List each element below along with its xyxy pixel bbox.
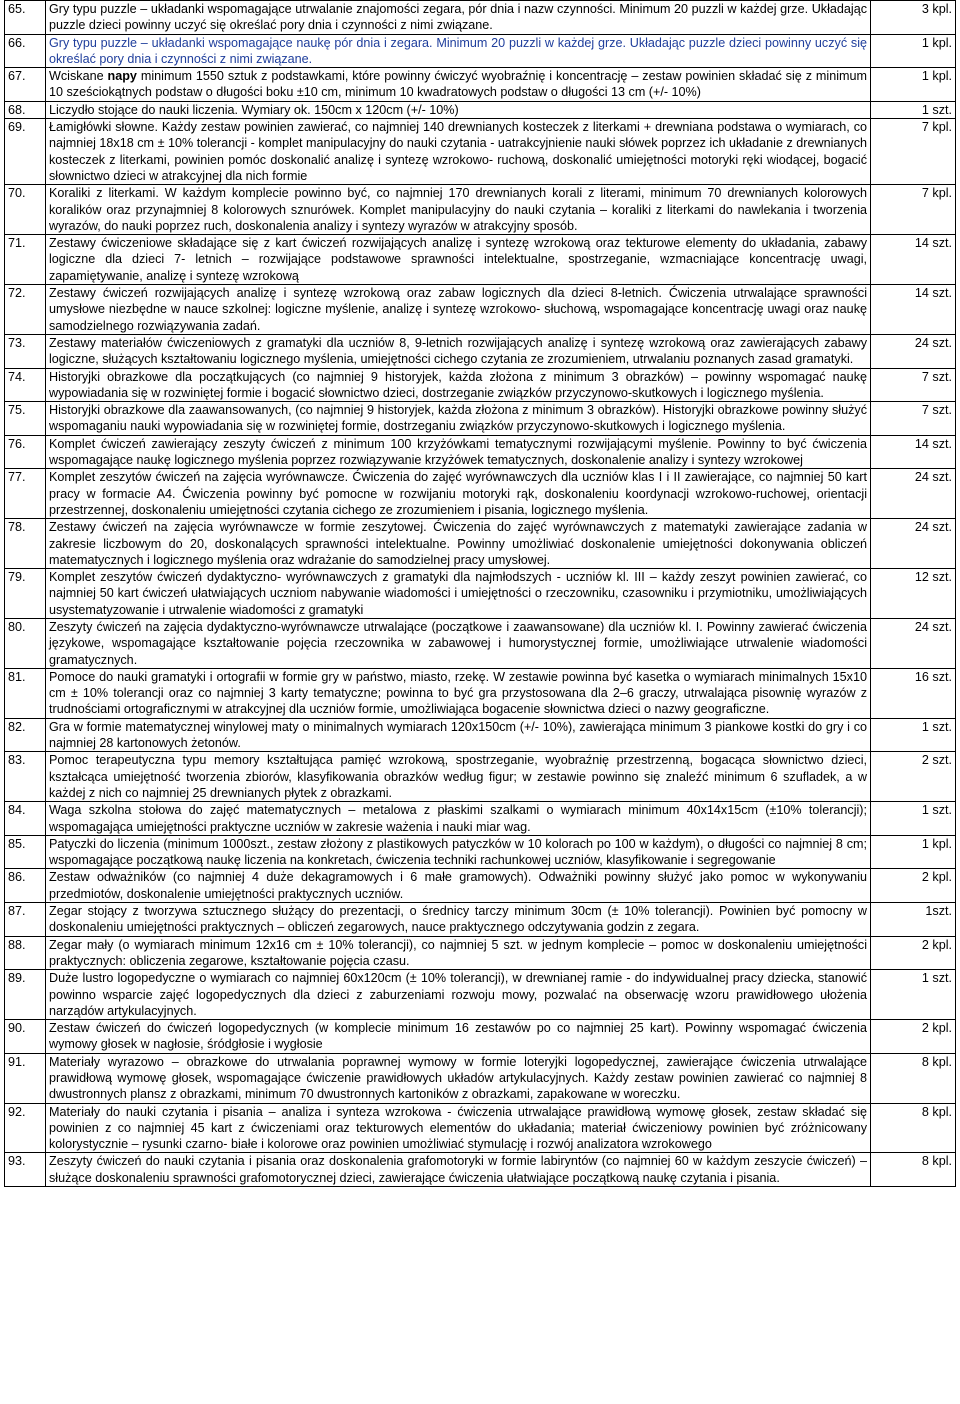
item-number: 65. xyxy=(5,1,46,35)
item-quantity: 24 szt. xyxy=(871,618,956,668)
item-quantity: 14 szt. xyxy=(871,435,956,469)
item-number: 80. xyxy=(5,618,46,668)
item-number: 90. xyxy=(5,1020,46,1054)
item-number: 82. xyxy=(5,718,46,752)
item-description xyxy=(46,68,871,102)
table-row xyxy=(5,119,956,185)
item-description-start: Wciskane xyxy=(49,69,108,84)
table-row xyxy=(5,368,956,402)
item-description: Gra w formie matematycznej winylowej maty o minimalnych wymiarach 120x150cm (+/- 10%), zawierająca minimum 3 piankowe kostki do gry i co najmniej 28 kartonowych żetonów. xyxy=(46,718,871,752)
table-row xyxy=(5,435,956,469)
table-row xyxy=(5,185,956,235)
item-quantity: 14 szt. xyxy=(871,235,956,285)
table-row xyxy=(5,970,956,1020)
item-number: 83. xyxy=(5,752,46,802)
item-number: 69. xyxy=(5,119,46,185)
item-description: Zestawy materiałów ćwiczeniowych z gramatyki dla uczniów 8, 9-letnich rozwijających analizę i syntezę wzrokową oraz zawierających zabawy logiczne, służących kształtowaniu logicznego myślenia, umiejętności cichego czytania ze zrozumieniem, utrwalaniu poznanych zasad gramatyki. xyxy=(46,334,871,368)
item-number: 75. xyxy=(5,402,46,436)
item-description: Zegar mały (o wymiarach minimum 12x16 cm ± 10% tolerancji), co najmniej 5 szt. w jednym komplecie – pomoc w doskonaleniu umiejętności praktycznych: obliczenia zegarowe, kształtowanie pojęcia czasu. xyxy=(46,936,871,970)
table-row xyxy=(5,469,956,519)
item-quantity: 24 szt. xyxy=(871,519,956,569)
item-number: 74. xyxy=(5,368,46,402)
item-description: Komplet ćwiczeń zawierający zeszyty ćwiczeń z minimum 100 krzyżówkami tematycznymi rozwijającymi myślenie. Powinny to być ćwiczenia wspomagające naukę logicznego myślenia poprzez rozwiązywanie krzyżówek tematycznych, doskonalenie analizy i syntezy wzrokowej xyxy=(46,435,871,469)
item-number: 73. xyxy=(5,334,46,368)
item-quantity: 8 kpl. xyxy=(871,1053,956,1103)
item-number: 88. xyxy=(5,936,46,970)
table-row xyxy=(5,519,956,569)
item-number: 93. xyxy=(5,1153,46,1187)
item-number: 68. xyxy=(5,101,46,118)
item-description: Komplet zeszytów ćwiczeń na zajęcia wyrównawcze. Ćwiczenia do zajęć wyrównawczych dla uczniów klas I i II zawierające, co najmniej 50 kart pracy w formacie A4. Ćwiczenia powinny być pomocne w rozwijaniu motoryki rąk, doskonaleniu koordynacji wzrokowo-ruchowej, orientacji przestrzennej, doskonaleniu umiejętności czytania cichego ze zrozumieniem i pisania, logicznego myślenia. xyxy=(46,469,871,519)
item-number: 76. xyxy=(5,435,46,469)
item-quantity: 1 szt. xyxy=(871,802,956,836)
item-description: Zestawy ćwiczeń na zajęcia wyrównawcze w formie zeszytowej. Ćwiczenia do zajęć wyrównawczych z matematyki zawierające zadania w zakresie liczbowym do 20, doskonalących sprawności intelektualne. Powinny umożliwiać doskonalenie umiejętności dokonywania obliczeń matematycznych i logicznego myślenia oraz wdrażanie do samodzielnej pracy umysłowej. xyxy=(46,519,871,569)
table-row xyxy=(5,68,956,102)
table-row xyxy=(5,1020,956,1054)
table-row xyxy=(5,718,956,752)
table-row xyxy=(5,835,956,869)
table-row xyxy=(5,285,956,335)
table-row xyxy=(5,334,956,368)
specification-table xyxy=(4,0,956,1187)
table-row xyxy=(5,101,956,118)
table-row xyxy=(5,802,956,836)
item-quantity: 1 kpl. xyxy=(871,34,956,68)
item-quantity: 1 kpl. xyxy=(871,835,956,869)
item-number: 92. xyxy=(5,1103,46,1153)
item-number: 70. xyxy=(5,185,46,235)
item-quantity: 16 szt. xyxy=(871,668,956,718)
item-number: 71. xyxy=(5,235,46,285)
item-quantity: 1 kpl. xyxy=(871,68,956,102)
item-quantity: 24 szt. xyxy=(871,334,956,368)
item-number: 77. xyxy=(5,469,46,519)
item-quantity: 3 kpl. xyxy=(871,1,956,35)
item-description: Historyjki obrazkowe dla początkujących (co najmniej 9 historyjek, każda złożona z minimum 3 obrazków) – powinny wspomagać naukę wypowiadania się w rozwiniętej formie i bogacić słownictwo dzieci, dostrzeganie związków przyczynowo-skutkowych i logicznego myślenia. xyxy=(46,368,871,402)
item-description: Historyjki obrazkowe dla zaawansowanych, (co najmniej 9 historyjek, każda złożona z minimum 3 obrazków). Historyjki obrazkowe powinny służyć wspomaganiu nauki wypowiadania się w rozwiniętej formie, dostrzeganiu związków przyczynowo-skutkowych i logicznego myślenia. xyxy=(46,402,871,436)
item-description: Pomoce do nauki gramatyki i ortografii w formie gry w państwo, miasto, rzekę. W zestawie powinna być kasetka o wymiarach minimalnych 15x10 cm ± 10% tolerancji oraz co najmniej 3 karty tematyczne; powinna to być gra przystosowana dla 2–6 graczy, utrwalająca pisownię wyrazów z trudnościami ortograficznymi w atrakcyjnej dla uczniów formie, umożliwiająca bogacenie słownictwa dzieci o nazwy geograficzne. xyxy=(46,668,871,718)
item-quantity: 8 kpl. xyxy=(871,1103,956,1153)
item-number: 84. xyxy=(5,802,46,836)
item-quantity: 2 szt. xyxy=(871,752,956,802)
table-row xyxy=(5,668,956,718)
table-row xyxy=(5,869,956,903)
item-description: Łamigłówki słowne. Każdy zestaw powinien zawierać, co najmniej 140 drewnianych kosteczek z literkami + drewniana podstawa o wymiarach, co najmniej 18x18 cm ± 10% tolerancji - komplet manipulacyjny do nauki czytania - uatrakcyjnienie nauki słówek poprzez ich układanie z drewnianych kosteczek z literkami, powinien pomóc doskonalić analizę i syntezę wzrokowo- ruchową, doskonalić umiejętności motoryki ręki wiodącej, bogacić słownictwo dzieci w atrakcyjnej dla nich formie xyxy=(46,119,871,185)
item-quantity: 1 szt. xyxy=(871,970,956,1020)
item-description: Liczydło stojące do nauki liczenia. Wymiary ok. 150cm x 120cm (+/- 10%) xyxy=(46,101,871,118)
item-number: 81. xyxy=(5,668,46,718)
item-description: Zestawy ćwiczeń rozwijających analizę i syntezę wzrokową oraz zabaw logicznych dla dzieci 8-letnich. Ćwiczenia utrwalające sprawności umysłowe niezbędne w nauce szkolnej: logiczne myślenie, analizę i syntezę wzrokowo- słuchową, wspomagające koncentrację uwagi oraz naukę samodzielnego rozwiązywania zadań. xyxy=(46,285,871,335)
item-quantity: 7 szt. xyxy=(871,368,956,402)
item-quantity: 24 szt. xyxy=(871,469,956,519)
item-description: Zestawy ćwiczeniowe składające się z kart ćwiczeń rozwijających analizę i syntezę wzrokową oraz tekturowe elementy do układania, zabawy logiczne dla dzieci 7- letnich – rozwijające podstawowe sprawności intelektualne, spostrzeganie, wzmacniające koncentrację uwagi, zapamiętywanie, analizę i syntezę wzrokową xyxy=(46,235,871,285)
table-row xyxy=(5,903,956,937)
table-row xyxy=(5,752,956,802)
item-description: Gry typu puzzle – układanki wspomagające naukę pór dnia i zegara. Minimum 20 puzzli w każdej grze. Układając puzzle dzieci powinny uczyć się określać pory dnia i czynności z nimi związane. xyxy=(46,34,871,68)
table-row xyxy=(5,1053,956,1103)
table-row xyxy=(5,618,956,668)
item-quantity: 12 szt. xyxy=(871,569,956,619)
item-quantity: 14 szt. xyxy=(871,285,956,335)
table-row xyxy=(5,1,956,35)
item-number: 79. xyxy=(5,569,46,619)
item-number: 66. xyxy=(5,34,46,68)
item-number: 87. xyxy=(5,903,46,937)
item-description: Materiały wyrazowo – obrazkowe do utrwalania poprawnej wymowy w formie loteryjki logopedycznej, zawierające ćwiczenia utrwalające prawidłową wymowę głosek, wspomagające ćwiczenie prawidłowych układów artykulacyjnych. Każdy zestaw powinien zawierać co najmniej 8 dwustronnych plansz z obrazkami, minimum 70 dwustronnych kartoników z obrazkami, zapakowane w woreczku. xyxy=(46,1053,871,1103)
item-description: Pomoc terapeutyczna typu memory kształtująca pamięć wzrokową, spostrzeganie, wyobraźnię przestrzenną, bogacąca słownictwo dzieci, kształcąca umiejętność tworzenia zbiorów, klasyfikowania obrazków według figur; w zestawie powinno się znaleźć minimum 6 szufladek, a w każdej z nich co najmniej 25 drewnianych płytek z obrazkami. xyxy=(46,752,871,802)
item-quantity: 2 kpl. xyxy=(871,869,956,903)
item-quantity: 2 kpl. xyxy=(871,1020,956,1054)
item-quantity: 1szt. xyxy=(871,903,956,937)
item-description: Duże lustro logopedyczne o wymiarach co najmniej 60x120cm (± 10% tolerancji), w drewnianej ramie - do indywidualnej pracy dziecka, stanowić powinno wsparcie zajęć logopedycznych dla dzieci z zaburzeniami rozwoju mowy, pozwalać na obserwację wzoru prawidłowego ułożenia narządów artykulacyjnych. xyxy=(46,970,871,1020)
item-quantity: 1 szt. xyxy=(871,101,956,118)
item-number: 91. xyxy=(5,1053,46,1103)
item-description-bold: napy xyxy=(107,69,137,84)
table-row xyxy=(5,1153,956,1187)
item-number: 67. xyxy=(5,68,46,102)
item-description: Patyczki do liczenia (minimum 1000szt., zestaw złożony z plastikowych patyczków w 10 kolorach po 100 w każdym), o długości co najmniej 8 cm; wspomagające początkową naukę liczenia na konkretach, ćwiczenia techniki rachunkowej uczniów, klasyfikowanie i segregowanie xyxy=(46,835,871,869)
item-number: 89. xyxy=(5,970,46,1020)
item-description: Waga szkolna stołowa do zajęć matematycznych – metalowa z płaskimi szalkami o wymiarach minimum 40x14x15cm (±10% tolerancji); wspomagająca umiejętności praktyczne uczniów w zakresie ważenia i nauki miar wag. xyxy=(46,802,871,836)
item-number: 85. xyxy=(5,835,46,869)
table-row xyxy=(5,936,956,970)
item-number: 86. xyxy=(5,869,46,903)
item-description: Gry typu puzzle – układanki wspomagające utrwalanie znajomości zegara, pór dnia i nazw czynności. Minimum 20 puzzli w każdej grze. Układając puzzle dzieci powinny uczyć się określać pory dnia i czynności z nimi związane. xyxy=(46,1,871,35)
item-description: Komplet zeszytów ćwiczeń dydaktyczno- wyrównawczych z gramatyki dla najmłodszych - uczniów kl. III – każdy zeszyt powinien zawierać, co najmniej 50 kart ćwiczeń ułatwiających uczniom nabywanie wiadomości i umiejętności o rzeczowniku, czasowniku i przymiotniku, umożliwiających usystematyzowanie i utrwalenie wiadomości z gramatyki xyxy=(46,569,871,619)
item-quantity: 1 szt. xyxy=(871,718,956,752)
table-row xyxy=(5,34,956,68)
item-description: Zeszyty ćwiczeń do nauki czytania i pisania oraz doskonalenia grafomotoryki w formie labiryntów (co najmniej 60 w każdym zeszycie ćwiczeń) – służące doskonaleniu sprawności grafomotorycznej dzieci, zawierające ćwiczenia ułatwiające początkową naukę czytania i pisania. xyxy=(46,1153,871,1187)
table-row xyxy=(5,235,956,285)
item-description: Zegar stojący z tworzywa sztucznego służący do prezentacji, o średnicy tarczy minimum 30cm (± 10% tolerancji). Powinien być pomocny w doskonaleniu umiejętności praktycznych – obliczeń zegarowych, nauce praktycznego odczytywania godzin z zegara. xyxy=(46,903,871,937)
table-row xyxy=(5,569,956,619)
item-number: 78. xyxy=(5,519,46,569)
table-row xyxy=(5,402,956,436)
item-number: 72. xyxy=(5,285,46,335)
item-quantity: 7 kpl. xyxy=(871,119,956,185)
item-quantity: 2 kpl. xyxy=(871,936,956,970)
item-description: Materiały do nauki czytania i pisania – analiza i synteza wzrokowa - ćwiczenia utrwalające prawidłową wymowę głosek, zestaw składać się powinien z co najmniej 45 kart z ćwiczeniami oraz tekturowych elementów do układania; materiał ćwiczeniowy powinien być zróżnicowany kolorystycznie – rysunki czarno- białe i kolorowe oraz powinien umożliwiać stymulację i rozwój analizatora wzrokowego xyxy=(46,1103,871,1153)
item-description: Zestaw odważników (co najmniej 4 duże dekagramowych i 6 małe gramowych). Odważniki powinny służyć jako pomoc w wykonywaniu przedmiotów, doskonalenie umiejętności praktycznych uczniów. xyxy=(46,869,871,903)
item-description: Zeszyty ćwiczeń na zajęcia dydaktyczno-wyrównawcze utrwalające (początkowe i zaawansowane) dla uczniów kl. I. Powinny zawierać ćwiczenia językowe, wspomagające kształtowanie pojęcia rzeczownika w zabawowej i humorystycznej formie, umożliwiające utrwalenie wiadomości gramatycznych. xyxy=(46,618,871,668)
item-description-end: minimum 1550 sztuk z podstawkami, które powinny ćwiczyć wyobraźnię i koncentrację – zestaw powinien składać się z minimum 10 sześciokątnych podstaw o długości boku ±10 cm, minimum 10 kwadratowych podstaw o długości 13 cm (+/- 10%) xyxy=(49,69,868,100)
item-quantity: 7 szt. xyxy=(871,402,956,436)
item-description: Zestaw ćwiczeń do ćwiczeń logopedycznych (w komplecie minimum 16 zestawów po co najmniej 25 kart). Powinny wspomagać ćwiczenia wymowy głosek w nagłosie, śródgłosie i wygłosie xyxy=(46,1020,871,1054)
table-row xyxy=(5,1103,956,1153)
item-description: Koraliki z literkami. W każdym komplecie powinno być, co najmniej 170 drewnianych korali z literami, minimum 70 drewnianych kolorowych koralików oraz przynajmniej 8 kolorowych sznurówek. Komplet manipulacyjny do nauki czytania – koraliki z literkami do nawlekania i tworzenia wyrazów, do nauki poprzez ruch, doskonalenia analizy i syntezy wyrazów w atrakcyjny sposób. xyxy=(46,185,871,235)
item-quantity: 7 kpl. xyxy=(871,185,956,235)
item-quantity: 8 kpl. xyxy=(871,1153,956,1187)
